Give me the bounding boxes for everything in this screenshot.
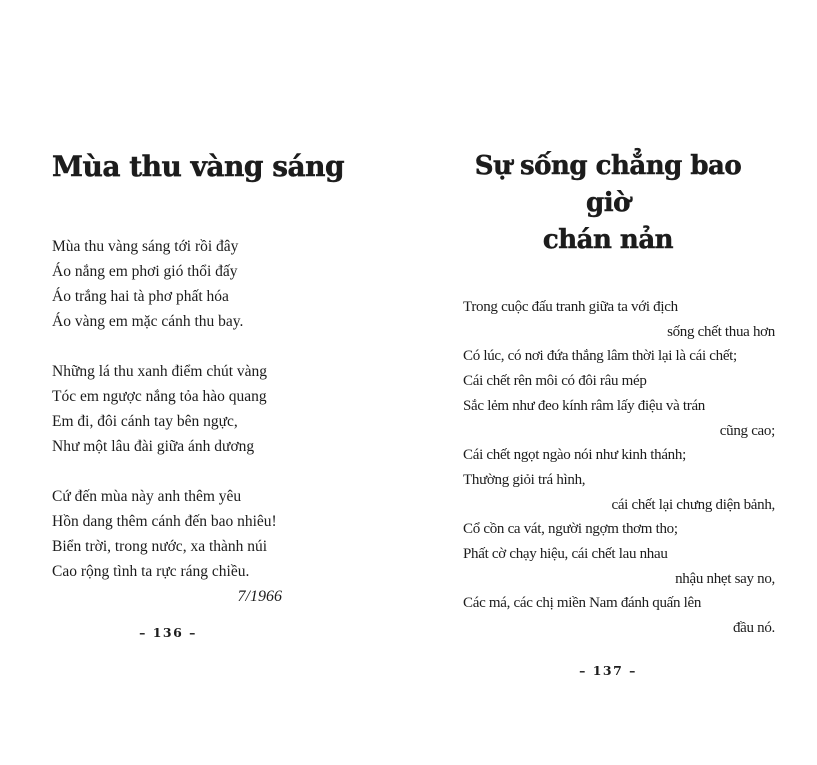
poem-title-right — [452, 148, 764, 259]
poem-line: Áo trắng hai tà phơ phất hóa — [52, 288, 229, 305]
poem-line: Cái chết ngọt ngào nói như kinh thánh; — [463, 447, 686, 464]
page-left — [52, 150, 345, 640]
poem-line: Cái chết rên môi có đôi râu mép — [463, 373, 647, 390]
poem-line: nhậu nhẹt say no, — [675, 570, 775, 587]
poem-line: Hồn dang thêm cánh đến bao nhiêu! — [52, 513, 277, 530]
poem-line: Phất cờ chạy hiệu, cái chết lau nhau — [463, 546, 668, 563]
stanza — [52, 234, 284, 334]
page-right — [463, 148, 775, 678]
poem-line: Những lá thu xanh điểm chút vàng — [52, 363, 268, 380]
poem-line: Các má, các chị miền Nam đánh quấn lên — [463, 595, 702, 612]
poem-date: 7/1966 — [237, 588, 282, 605]
poem-line: Cổ cồn ca vát, người ngợm thơm tho; — [463, 521, 678, 538]
poem-line: Mùa thu vàng sáng tới rồi đây — [52, 238, 239, 255]
poem-title-left: Mùa thu vàng sáng — [52, 150, 345, 183]
poem-line: cái chết lại chưng diện bảnh, — [611, 496, 775, 513]
poem-body-right — [463, 295, 775, 641]
poem-line: Biển trời, trong nước, xa thành núi — [52, 538, 268, 555]
poem-line: Như một lâu đài giữa ánh dương — [52, 438, 255, 455]
poem-line: Tóc em ngược nắng tỏa hào quang — [52, 388, 267, 405]
poem-line: Có lúc, có nơi đứa thắng lâm thời lại là cái chết; — [463, 348, 737, 365]
poem-line: Áo vàng em mặc cánh thu bay. — [52, 313, 244, 330]
poem-line: cũng cao; — [719, 422, 775, 439]
poem-line: Thường giỏi trá hình, — [463, 471, 586, 488]
poem-title-right-line2: chán nản — [542, 225, 674, 255]
poem-line: Cao rộng tình ta rực ráng chiều. — [52, 563, 250, 580]
poem-line: Sắc lẻm như đeo kính râm lấy điệu và trán — [463, 397, 706, 414]
page-number-right: – 137 – — [579, 662, 637, 678]
stanza — [52, 359, 284, 459]
page-number-left: – 136 – — [139, 625, 197, 640]
poem-line: Cứ đến mùa này anh thêm yêu — [52, 488, 242, 505]
poem-line: sống chết thua hơn — [667, 323, 775, 340]
poem-line: Trong cuộc đấu tranh giữa ta với địch — [463, 299, 678, 315]
poem-line: Em đi, đôi cánh tay bên ngực, — [52, 413, 238, 430]
poem-title-right-line1: Sự sống chẳng bao giờ — [474, 151, 742, 218]
poem-line: đầu nó. — [732, 620, 775, 637]
stanza — [52, 484, 284, 584]
poem-body-left — [52, 234, 284, 584]
poem-line: Áo nắng em phơi gió thổi đấy — [52, 263, 238, 280]
